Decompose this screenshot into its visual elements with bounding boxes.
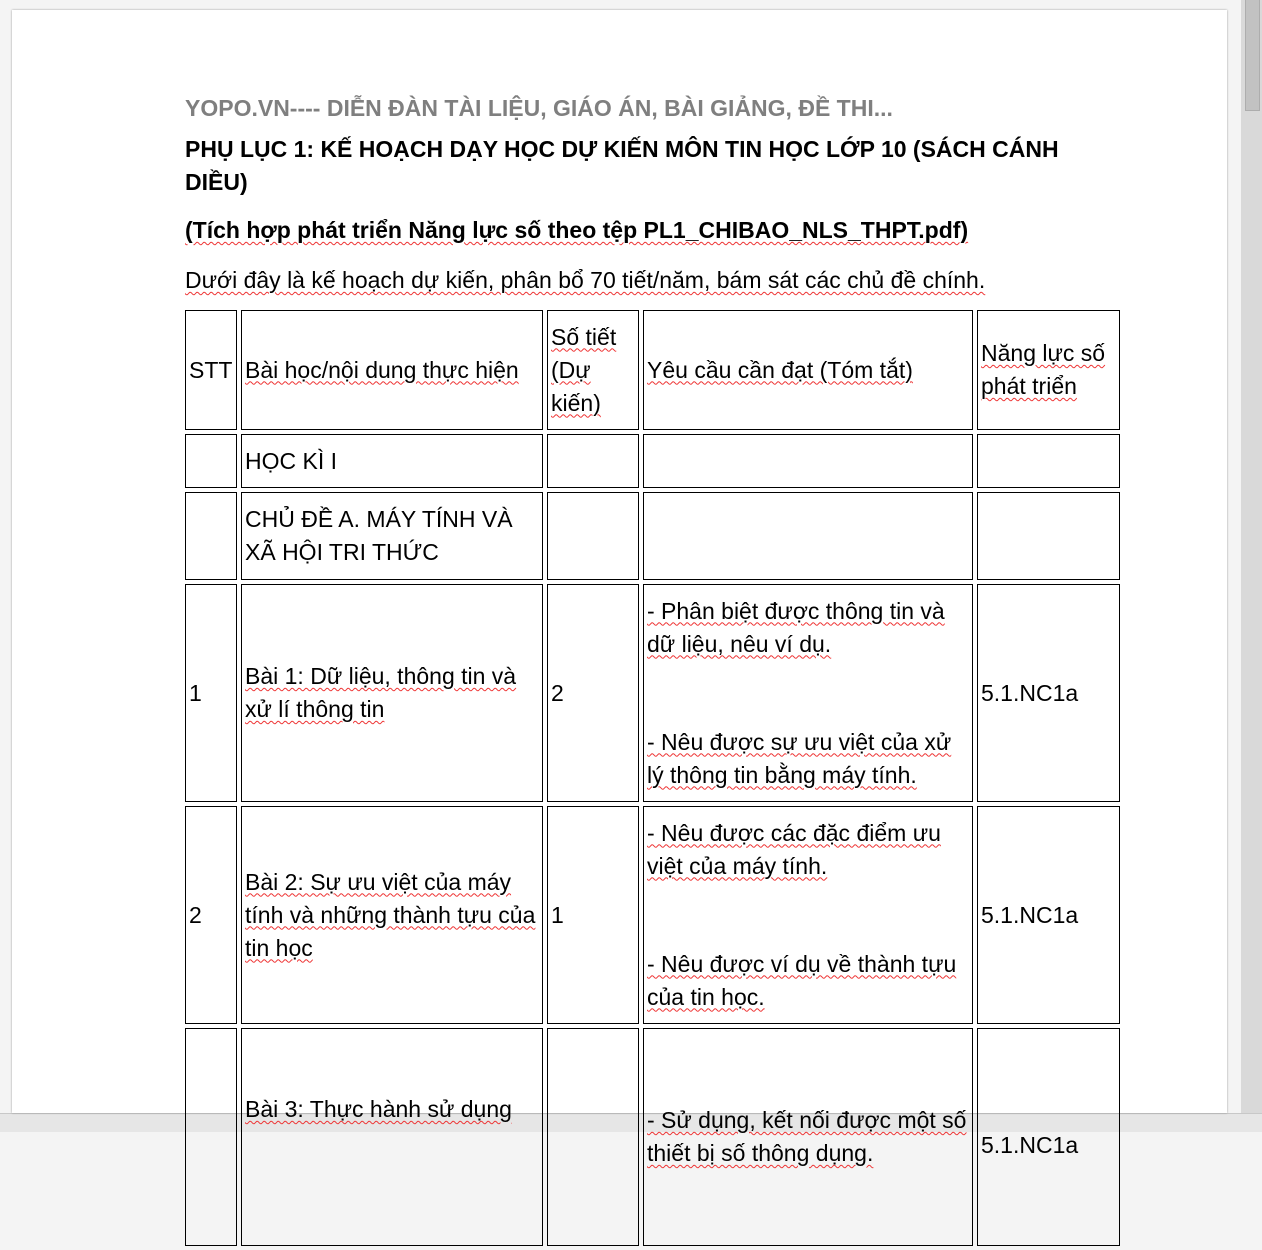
table-cell	[643, 434, 973, 488]
table-cell	[977, 492, 1120, 580]
row-lesson: Bài 2: Sự ưu việt của máy tính và những thành tựu của tin học	[241, 806, 543, 1024]
header-lesson: Bài học/nội dung thực hiện	[241, 310, 543, 430]
row-periods: 1	[547, 806, 639, 1024]
document-title: PHỤ LỤC 1: KẾ HOẠCH DẠY HỌC DỰ KIẾN MÔN TIN HỌC LỚP 10 (SÁCH CÁNH DIỀU)	[185, 136, 1059, 195]
header-periods: Số tiết (Dự kiến)	[547, 310, 639, 430]
table-header-row	[185, 310, 1120, 430]
table-cell	[643, 492, 973, 580]
row-stt: 1	[185, 584, 237, 802]
row-competency: 5.1.NC1a	[977, 584, 1120, 802]
row-requirements	[643, 1028, 973, 1246]
row-periods: 2	[547, 584, 639, 802]
row-stt: 2	[185, 806, 237, 1024]
table-row	[185, 806, 1120, 1024]
table-cell	[547, 434, 639, 488]
topic-row	[185, 492, 1120, 580]
row-competency: 5.1.NC1a	[977, 806, 1120, 1024]
table-cell	[547, 492, 639, 580]
row-competency: 5.1.NC1a	[977, 1028, 1120, 1246]
semester-row	[185, 434, 1120, 488]
row-stt	[185, 1028, 237, 1246]
document-subtitle: (Tích hợp phát triển Năng lực số theo tệp PL1_CHIBAO_NLS_THPT.pdf)	[185, 217, 969, 243]
vertical-scrollbar[interactable]	[1241, 0, 1262, 1113]
table-row	[185, 1028, 1120, 1246]
requirement-item: - Nêu được các đặc điểm ưu việt của máy tính.	[647, 819, 941, 879]
lesson-plan-table	[181, 306, 1124, 1250]
table-cell	[185, 492, 237, 580]
header-requirements: Yêu cầu cần đạt (Tóm tắt)	[643, 310, 973, 430]
document-page	[12, 10, 1227, 1166]
intro-paragraph: Dưới đây là kế hoạch dự kiến, phân bổ 70 tiết/năm, bám sát các chủ đề chính.	[185, 267, 986, 293]
site-header: YOPO.VN---- DIỄN ĐÀN TÀI LIỆU, GIÁO ÁN, BÀI GIẢNG, ĐỀ THI...	[185, 95, 893, 121]
requirement-item: - Phân biệt được thông tin và dữ liệu, nêu ví dụ.	[647, 597, 945, 657]
row-lesson: Bài 3: Thực hành sử dụng	[241, 1028, 543, 1246]
table-row	[185, 584, 1120, 802]
topic-label: CHỦ ĐỀ A. MÁY TÍNH VÀ XÃ HỘI TRI THỨC	[241, 492, 543, 580]
scrollbar-thumb[interactable]	[1245, 0, 1260, 111]
requirement-item: - Sử dụng, kết nối được một số thiết bị số thông dụng.	[647, 1107, 967, 1166]
header-stt: STT	[185, 310, 237, 430]
row-lesson: Bài 1: Dữ liệu, thông tin và xử lí thông tin	[241, 584, 543, 802]
row-requirements	[643, 806, 973, 1024]
row-requirements	[643, 584, 973, 802]
semester-label: HỌC KÌ I	[241, 434, 543, 488]
table-cell	[185, 434, 237, 488]
row-periods	[547, 1028, 639, 1246]
requirement-item: - Nêu được ví dụ về thành tựu của tin học.	[647, 950, 957, 1010]
header-competency: Năng lực số phát triển	[977, 310, 1120, 430]
requirement-item: - Nêu được sự ưu việt của xử lý thông tin bằng máy tính.	[647, 728, 952, 788]
table-cell	[977, 434, 1120, 488]
